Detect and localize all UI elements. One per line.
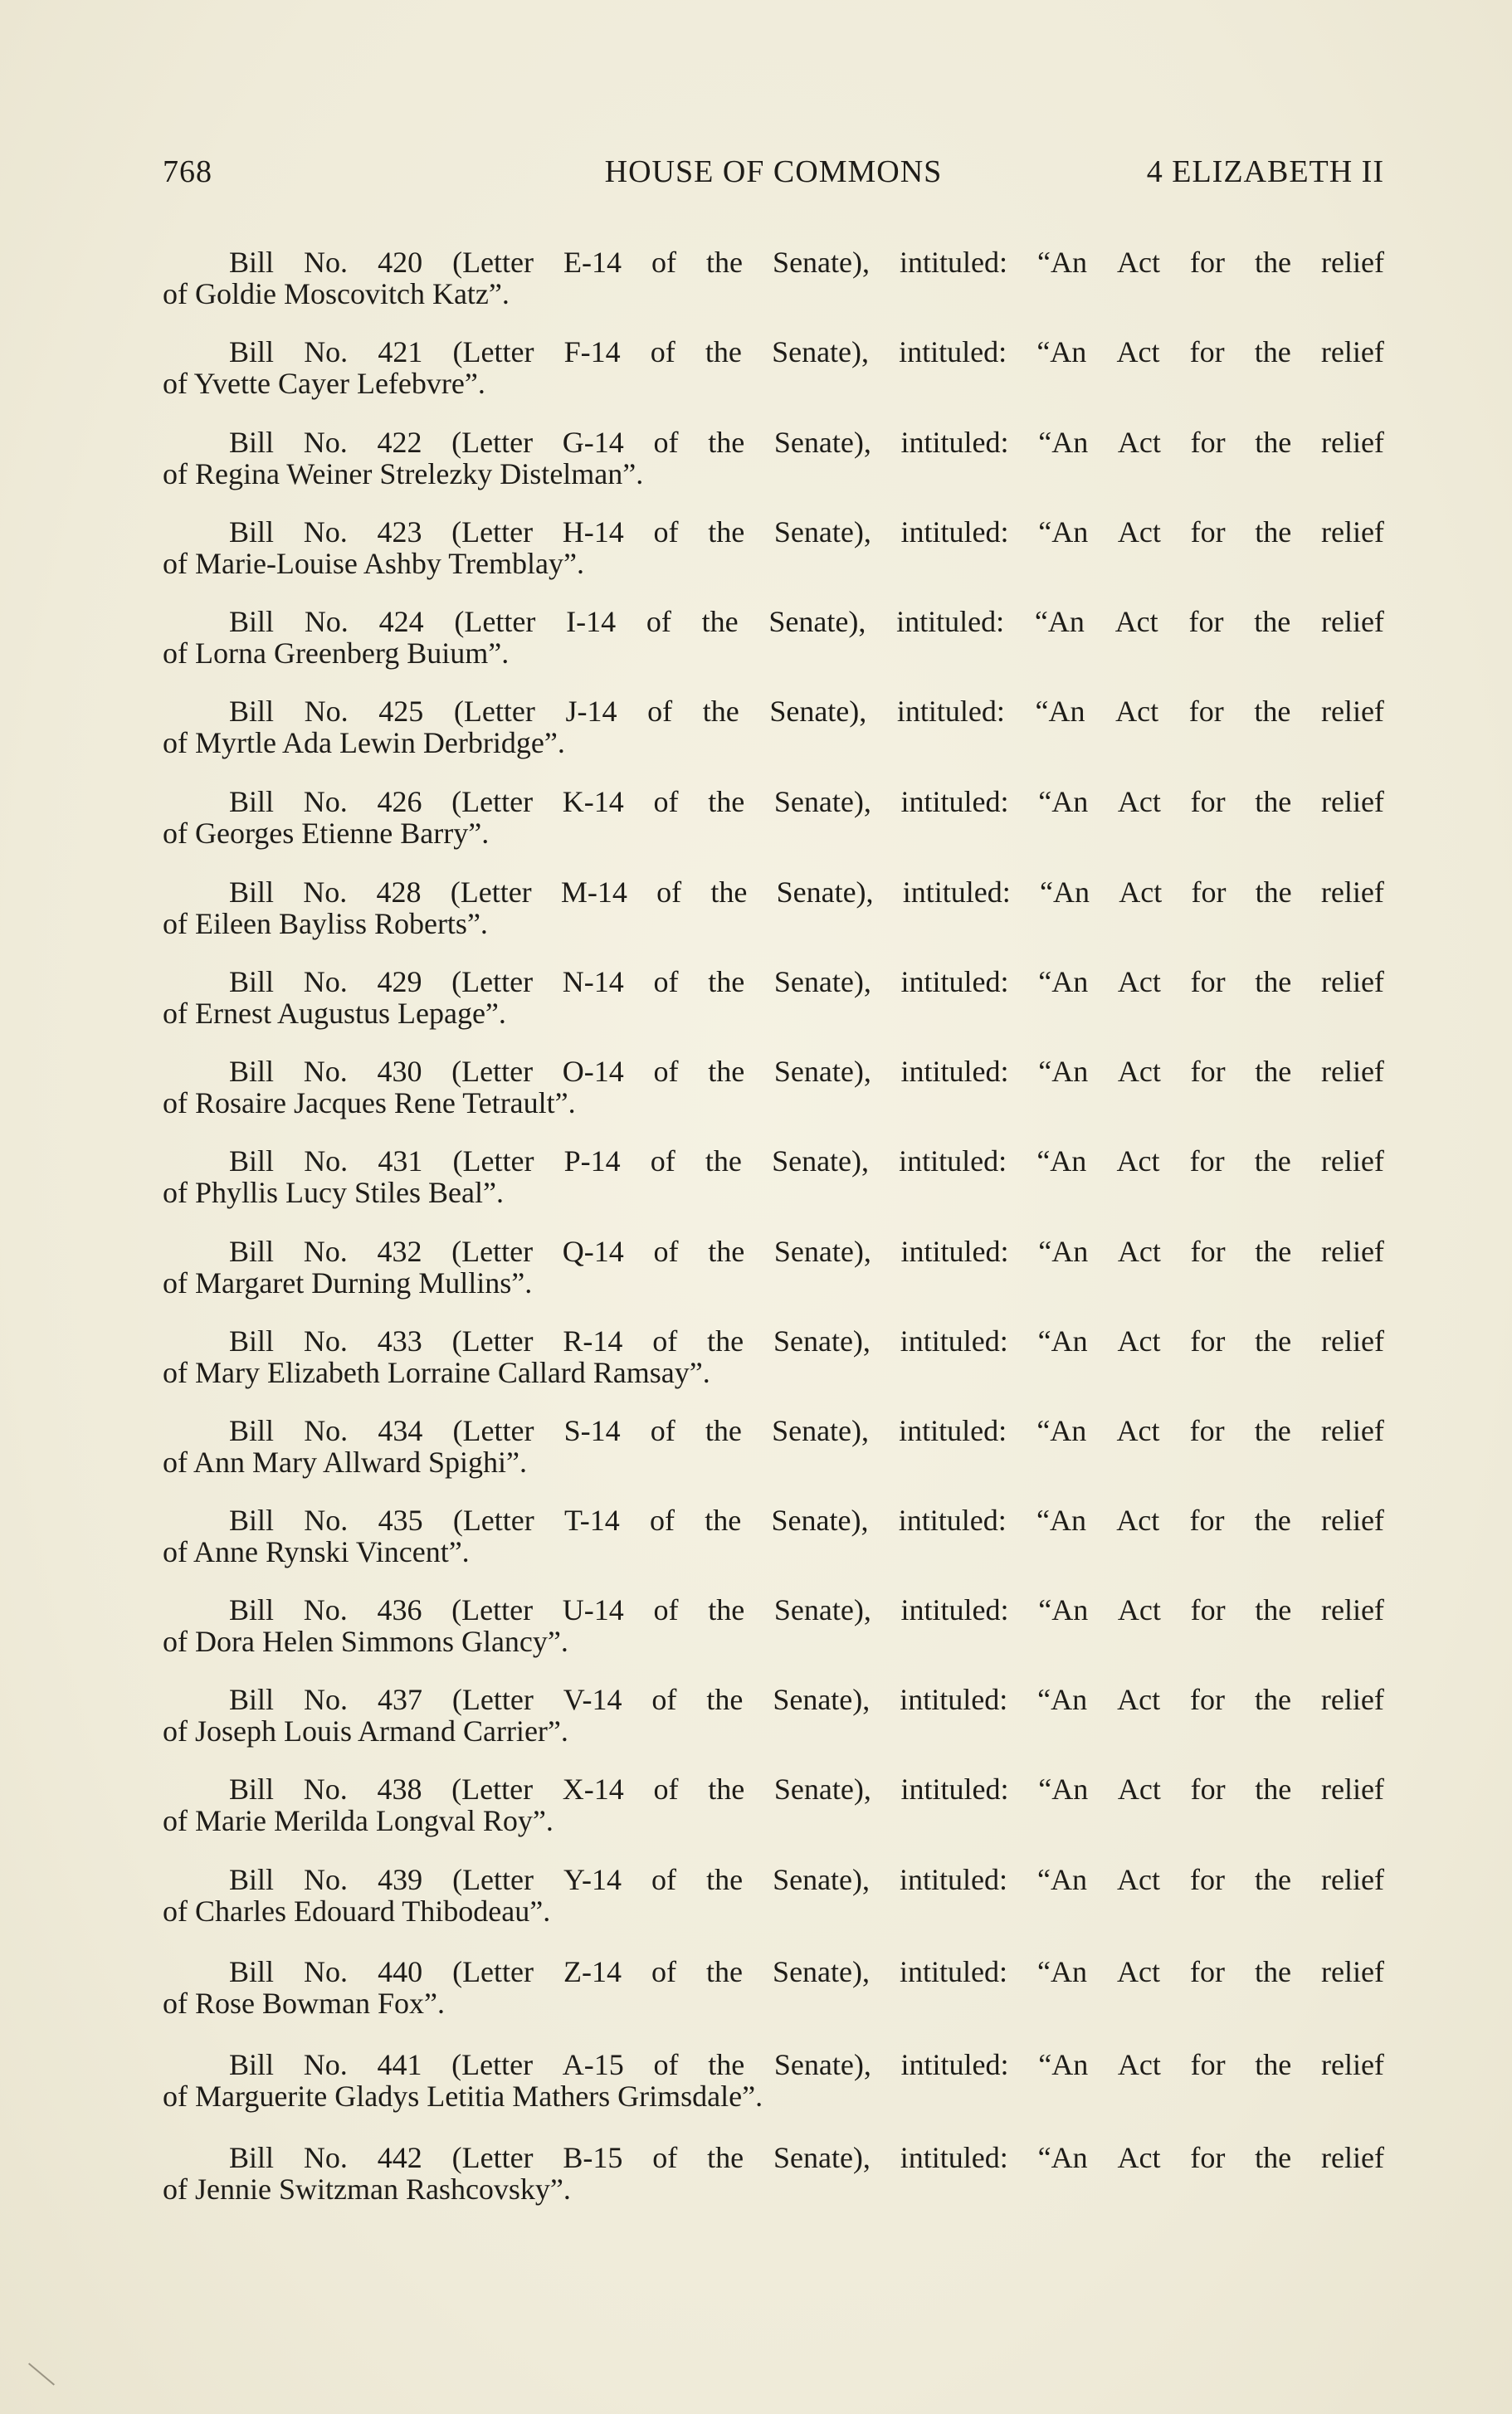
bill-entry-second-line: of Lorna Greenberg Buium”. — [163, 636, 510, 670]
bill-entry — [163, 1325, 1384, 1392]
bill-entry-first-line: Bill No. 430 (Letter O-14 of the Senate), intituled: “An Act for the relief — [229, 1055, 1384, 1088]
bill-entry — [163, 1415, 1384, 1481]
bill-entry-second-line: of Eileen Bayliss Roberts”. — [163, 907, 488, 940]
bill-entry-first-line: Bill No. 432 (Letter Q-14 of the Senate), intituled: “An Act for the relief — [229, 1235, 1384, 1268]
bill-entry — [163, 1956, 1384, 2022]
bill-entry-first-line: Bill No. 428 (Letter M-14 of the Senate), intituled: “An Act for the relief — [229, 875, 1384, 909]
bill-entry — [163, 966, 1384, 1032]
bill-entry-second-line: of Marie Merilda Longval Roy”. — [163, 1804, 554, 1837]
bill-entry-first-line: Bill No. 440 (Letter Z-14 of the Senate), intituled: “An Act for the relief — [229, 1955, 1384, 1988]
page-number: 768 — [163, 154, 212, 189]
bill-entry — [163, 1684, 1384, 1750]
bill-entry — [163, 1504, 1384, 1571]
bill-entry-first-line: Bill No. 426 (Letter K-14 of the Senate), intituled: “An Act for the relief — [229, 785, 1384, 818]
bill-entry-first-line: Bill No. 420 (Letter E-14 of the Senate), intituled: “An Act for the relief — [229, 246, 1384, 279]
bill-entry-second-line: of Charles Edouard Thibodeau”. — [163, 1895, 551, 1928]
bill-entry-first-line: Bill No. 436 (Letter U-14 of the Senate), intituled: “An Act for the relief — [229, 1593, 1384, 1626]
bill-entry-second-line: of Regina Weiner Strelezky Distelman”. — [163, 457, 644, 490]
bill-entry-first-line: Bill No. 441 (Letter A-15 of the Senate), intituled: “An Act for the relief — [229, 2048, 1384, 2081]
bill-entry — [163, 2049, 1384, 2115]
bill-entry-second-line: of Marguerite Gladys Letitia Mathers Grimsdale”. — [163, 2080, 763, 2113]
page-header — [163, 154, 1384, 195]
page-scratch-mark — [28, 2363, 55, 2385]
bill-entry-second-line: of Ann Mary Allward Spighi”. — [163, 1446, 527, 1479]
bill-entry-second-line: of Anne Rynski Vincent”. — [163, 1535, 470, 1568]
bill-entry-second-line: of Dora Helen Simmons Glancy”. — [163, 1625, 568, 1658]
bill-entry-first-line: Bill No. 433 (Letter R-14 of the Senate), intituled: “An Act for the relief — [229, 1324, 1384, 1358]
bill-entry-first-line: Bill No. 442 (Letter B-15 of the Senate), intituled: “An Act for the relief — [229, 2141, 1384, 2174]
bill-entry — [163, 1236, 1384, 1302]
bill-entry — [163, 1594, 1384, 1661]
bill-entry-second-line: of Yvette Cayer Lefebvre”. — [163, 367, 485, 400]
bill-entry-first-line: Bill No. 437 (Letter V-14 of the Senate), intituled: “An Act for the relief — [229, 1683, 1384, 1716]
bill-entry — [163, 786, 1384, 852]
bill-entry — [163, 1773, 1384, 1840]
bill-entry-second-line: of Myrtle Ada Lewin Derbridge”. — [163, 726, 565, 759]
bill-entry — [163, 1056, 1384, 1122]
bill-entry — [163, 2142, 1384, 2208]
bill-entry-second-line: of Joseph Louis Armand Carrier”. — [163, 1714, 568, 1748]
bill-entry — [163, 516, 1384, 583]
bill-entry-second-line: of Georges Etienne Barry”. — [163, 817, 490, 850]
bill-entry-first-line: Bill No. 421 (Letter F-14 of the Senate), intituled: “An Act for the relief — [229, 335, 1384, 368]
bill-entry-second-line: of Rosaire Jacques Rene Tetrault”. — [163, 1086, 576, 1119]
bill-entry-first-line: Bill No. 424 (Letter I-14 of the Senate), intituled: “An Act for the relief — [229, 605, 1384, 638]
bill-entry — [163, 427, 1384, 493]
bill-entry — [163, 606, 1384, 672]
bill-entry-second-line: of Phyllis Lucy Stiles Beal”. — [163, 1176, 504, 1209]
bill-entry-first-line: Bill No. 425 (Letter J-14 of the Senate), intituled: “An Act for the relief — [229, 695, 1384, 728]
bill-entry-second-line: of Jennie Switzman Rashcovsky”. — [163, 2173, 571, 2206]
bill-entry — [163, 876, 1384, 943]
bill-entry-first-line: Bill No. 429 (Letter N-14 of the Senate), intituled: “An Act for the relief — [229, 965, 1384, 998]
bill-entry-first-line: Bill No. 423 (Letter H-14 of the Senate), intituled: “An Act for the relief — [229, 515, 1384, 549]
bill-entry — [163, 695, 1384, 762]
bill-entry-first-line: Bill No. 438 (Letter X-14 of the Senate), intituled: “An Act for the relief — [229, 1773, 1384, 1806]
bill-entry — [163, 336, 1384, 402]
bill-entry-first-line: Bill No. 435 (Letter T-14 of the Senate), intituled: “An Act for the relief — [229, 1504, 1384, 1537]
bill-entry-first-line: Bill No. 434 (Letter S-14 of the Senate), intituled: “An Act for the relief — [229, 1414, 1384, 1447]
bill-entry-first-line: Bill No. 439 (Letter Y-14 of the Senate), intituled: “An Act for the relief — [229, 1863, 1384, 1896]
bill-entry — [163, 1864, 1384, 1930]
bill-entry — [163, 1145, 1384, 1212]
bill-entry-second-line: of Goldie Moscovitch Katz”. — [163, 277, 510, 310]
regnal-year: 4 ELIZABETH II — [1146, 154, 1384, 189]
bill-entry-second-line: of Ernest Augustus Lepage”. — [163, 997, 506, 1030]
bill-entry-first-line: Bill No. 431 (Letter P-14 of the Senate), intituled: “An Act for the relief — [229, 1144, 1384, 1178]
bill-entry — [163, 246, 1384, 313]
running-title: HOUSE OF COMMONS — [604, 154, 943, 189]
bill-entry-second-line: of Rose Bowman Fox”. — [163, 1987, 445, 2020]
bill-entry-second-line: of Margaret Durning Mullins”. — [163, 1266, 533, 1300]
bill-entry-second-line: of Marie-Louise Ashby Tremblay”. — [163, 547, 584, 580]
bill-entry-first-line: Bill No. 422 (Letter G-14 of the Senate), intituled: “An Act for the relief — [229, 426, 1384, 459]
bill-entry-second-line: of Mary Elizabeth Lorraine Callard Ramsay”. — [163, 1356, 710, 1389]
